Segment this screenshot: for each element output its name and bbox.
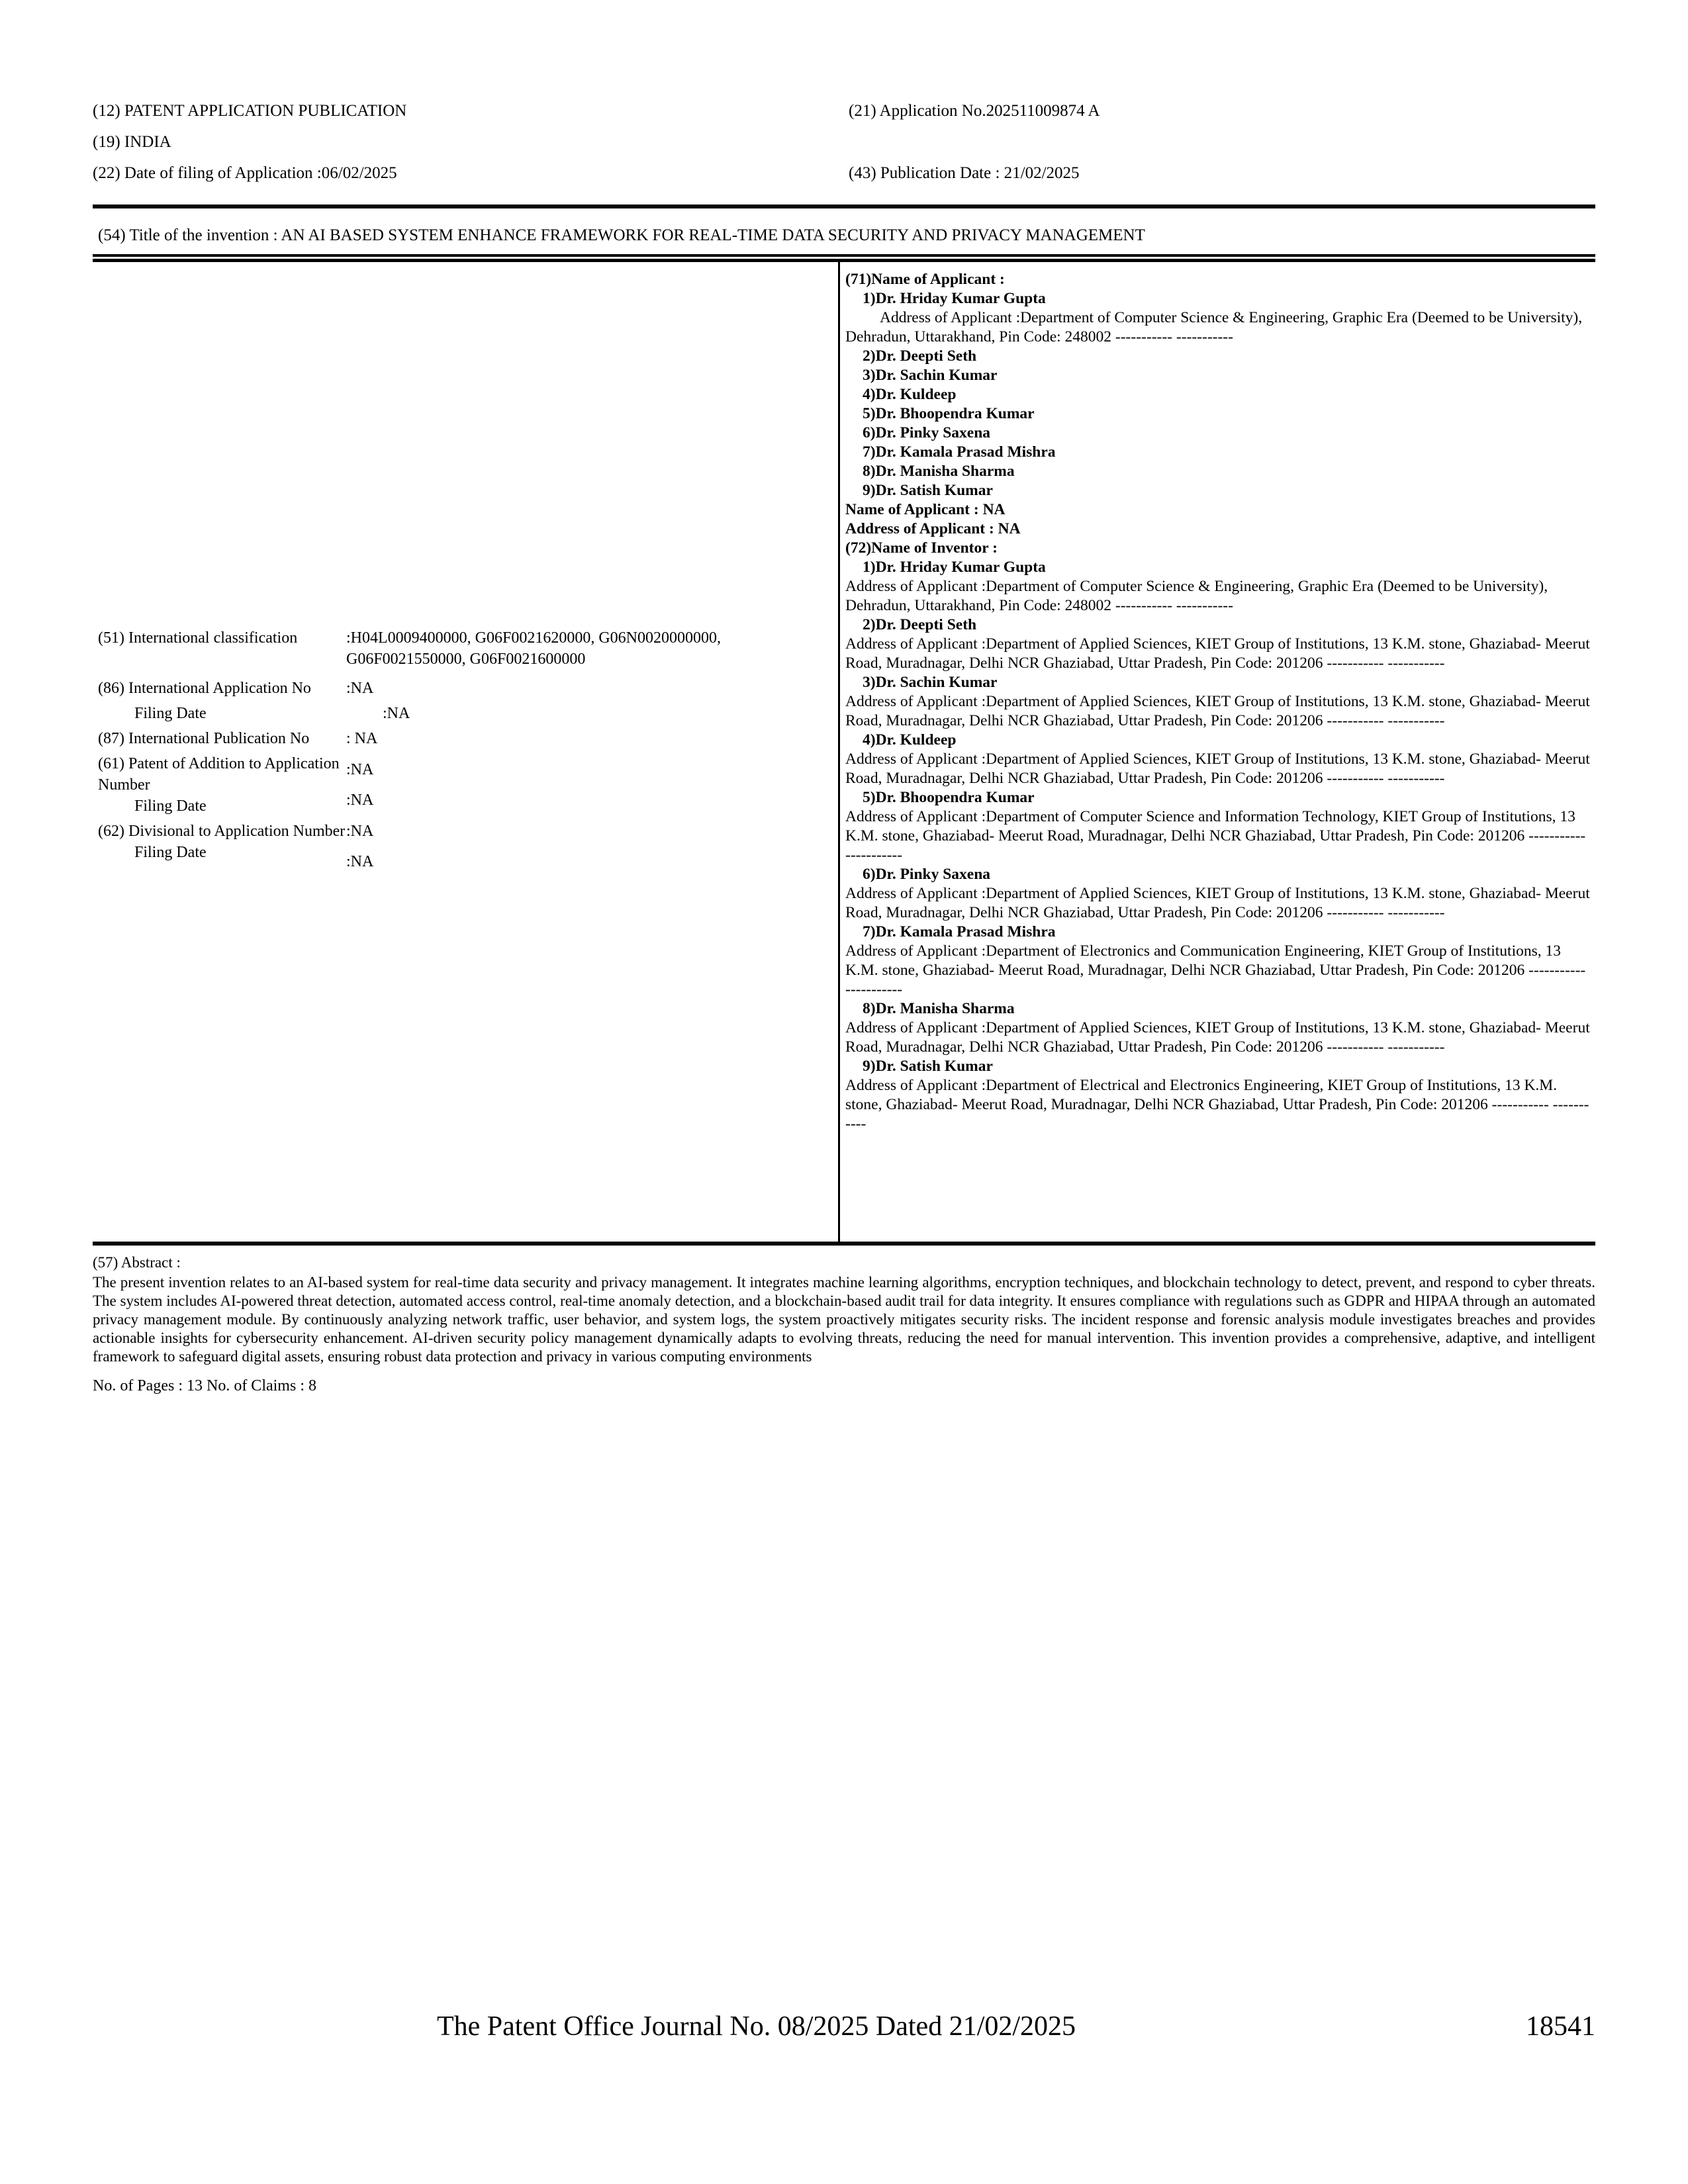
intl-publication-label: (87) International Publication No: [98, 730, 310, 747]
applicant-address: Address of Applicant :Department of Computer Science & Engineering, Graphic Era (Deemed to be University), Dehradun, Uttarakhand, Pin Code: 248002 ----------- -----------: [845, 309, 1583, 345]
patent-addition-filing-label: Filing Date: [134, 797, 207, 815]
inventor-address: Address of Applicant :Department of Applied Sciences, KIET Group of Institutions, 13 K.M. stone, Ghaziabad- Meerut Road, Muradnagar, Delhi NCR Ghaziabad, Uttar Pradesh, Pin Code: 201206 ----------- -----------: [845, 885, 1590, 921]
patent-addition-row: [98, 753, 831, 817]
patent-addition-number-value: :NA: [346, 761, 374, 778]
intl-application-filing-value: :NA: [383, 705, 410, 722]
intl-application-row: [98, 678, 831, 699]
intl-publication-row: [98, 728, 831, 749]
abstract-section: [93, 1253, 1595, 1395]
inventor-address: Address of Applicant :Department of Applied Sciences, KIET Group of Institutions, 13 K.M. stone, Ghaziabad- Meerut Road, Muradnagar, Delhi NCR Ghaziabad, Uttar Pradesh, Pin Code: 201206 ----------- -----------: [845, 751, 1590, 787]
inventor-address: Address of Applicant :Department of Applied Sciences, KIET Group of Institutions, 13 K.M. stone, Ghaziabad- Meerut Road, Muradnagar, Delhi NCR Ghaziabad, Uttar Pradesh, Pin Code: 201206 ----------- -----------: [845, 635, 1590, 672]
divisional-values: [346, 821, 831, 872]
patent-addition-label-text: (61) Patent of Addition to Application Number: [98, 755, 340, 794]
people-column: [840, 262, 1595, 1242]
applicant-name: 3)Dr. Sachin Kumar: [863, 367, 998, 384]
country: (19) INDIA: [93, 133, 171, 151]
pages-claims: No. of Pages : 13 No. of Claims : 8: [93, 1377, 316, 1394]
publication-type: (12) PATENT APPLICATION PUBLICATION: [93, 102, 407, 120]
divisional-label-text: (62) Divisional to Application Number: [98, 823, 346, 840]
applicant-name: 7)Dr. Kamala Prasad Mishra: [863, 443, 1056, 461]
classification-value: :H04L0009400000, G06F0021620000, G06N0020000000, G06F0021550000, G06F0021600000: [346, 629, 722, 668]
publication-date: (43) Publication Date : 21/02/2025: [849, 164, 1080, 182]
application-number: (21) Application No.202511009874 A: [849, 102, 1100, 120]
inventor-address: Address of Applicant :Department of Computer Science and Information Technology, KIET Group of Institutions, 13 K.M. stone, Ghaziabad- Meerut Road, Muradnagar, Delhi NCR Ghaziabad, Uttar Pradesh, Pin Code: 201206 ----------- -----------: [845, 808, 1586, 864]
journal-page-number: 18541: [1526, 2011, 1595, 2042]
inventor-name: 2)Dr. Deepti Seth: [863, 616, 977, 633]
inventor-name: 7)Dr. Kamala Prasad Mishra: [863, 923, 1056, 940]
biblio-column: [93, 262, 840, 1242]
patent-addition-label: [98, 753, 346, 817]
intl-publication-value: : NA: [346, 730, 378, 747]
inventor-address: Address of Applicant :Department of Applied Sciences, KIET Group of Institutions, 13 K.M. stone, Ghaziabad- Meerut Road, Muradnagar, Delhi NCR Ghaziabad, Uttar Pradesh, Pin Code: 201206 ----------- -----------: [845, 693, 1590, 729]
inventor-name: 9)Dr. Satish Kumar: [863, 1058, 993, 1075]
page-content: [93, 0, 1595, 1395]
inventor-name: 5)Dr. Bhoopendra Kumar: [863, 789, 1035, 806]
applicant-na-name: Name of Applicant : NA: [845, 501, 1006, 518]
header: [93, 103, 1595, 196]
divisional-row: [98, 821, 831, 872]
bibliographic-table: [93, 262, 1595, 1246]
intl-application-value: :NA: [346, 680, 374, 697]
applicant-name: 1)Dr. Hriday Kumar Gupta: [863, 290, 1046, 307]
header-right-column: [842, 103, 1595, 196]
inventor-name: 1)Dr. Hriday Kumar Gupta: [863, 559, 1046, 576]
inventor-address: Address of Applicant :Department of Applied Sciences, KIET Group of Institutions, 13 K.M. stone, Ghaziabad- Meerut Road, Muradnagar, Delhi NCR Ghaziabad, Uttar Pradesh, Pin Code: 201206 ----------- -----------: [845, 1019, 1590, 1056]
applicant-name: 6)Dr. Pinky Saxena: [863, 424, 991, 441]
applicant-name: 4)Dr. Kuldeep: [863, 386, 957, 403]
applicant-name: 2)Dr. Deepti Seth: [863, 347, 977, 365]
invention-title: (54) Title of the invention : AN AI BASED SYSTEM ENHANCE FRAMEWORK FOR REAL-TIME DATA SECURITY AND PRIVACY MANAGEMENT: [98, 226, 1145, 244]
inventor-name: 3)Dr. Sachin Kumar: [863, 674, 998, 691]
intl-application-filing-label: Filing Date: [134, 705, 207, 722]
inventor-name: 4)Dr. Kuldeep: [863, 731, 957, 749]
page-footer: [93, 2011, 1595, 2042]
intl-application-filing-row: [98, 703, 831, 724]
classification-row: [98, 627, 831, 670]
inventor-name: 8)Dr. Manisha Sharma: [863, 1000, 1015, 1017]
abstract-text: The present invention relates to an AI-based system for real-time data security and privacy management. It integrates machine learning algorithms, encryption techniques, and blockchain technology to detect, prevent, and respond to cyber threats. The system includes AI-powered threat detection, automated access control, real-time anomaly detection, and a blockchain-based audit trail for data integrity. It ensures compliance with regulations such as GDPR and HIPAA through an automated privacy management module. By continuously analyzing network traffic, user behavior, and system logs, the system proactively mitigates security risks. The incident response and forensic analysis module investigates breaches and provides actionable insights for cybersecurity enhancement. AI-driven security policy management dynamically adapts to evolving threats, reducing the need for manual intervention. This invention provides a comprehensive, adaptive, and intelligent framework to safeguard digital assets, ensuring robust data protection and privacy in various computing environments: [93, 1274, 1595, 1365]
applicant-name: 9)Dr. Satish Kumar: [863, 482, 993, 499]
inventor-address: Address of Applicant :Department of Computer Science & Engineering, Graphic Era (Deemed to be University), Dehradun, Uttarakhand, Pin Code: 248002 ----------- -----------: [845, 578, 1548, 614]
journal-line: The Patent Office Journal No. 08/2025 Dated 21/02/2025: [437, 2011, 1076, 2042]
applicant-na-address: Address of Applicant : NA: [845, 520, 1021, 537]
title-divider-rule: [93, 254, 1595, 262]
inventors-heading: (72)Name of Inventor :: [845, 539, 998, 557]
divisional-filing-value: :NA: [346, 853, 374, 870]
patent-addition-filing-value: :NA: [346, 792, 374, 809]
divisional-filing-label: Filing Date: [134, 844, 207, 861]
inventor-address: Address of Applicant :Department of Electronics and Communication Engineering, KIET Group of Institutions, 13 K.M. stone, Ghaziabad- Meerut Road, Muradnagar, Delhi NCR Ghaziabad, Uttar Pradesh, Pin Code: 201206 ----------- -----------: [845, 942, 1586, 998]
inventor-address: Address of Applicant :Department of Electrical and Electronics Engineering, KIET Group of Institutions, 13 K.M. stone, Ghaziabad- Meerut Road, Muradnagar, Delhi NCR Ghaziabad, Uttar Pradesh, Pin Code: 201206 ----------- -----------: [845, 1077, 1589, 1132]
intl-application-label: (86) International Application No: [98, 680, 311, 697]
header-left-column: [93, 103, 842, 196]
divisional-number-value: :NA: [346, 823, 374, 840]
inventor-name: 6)Dr. Pinky Saxena: [863, 866, 991, 883]
abstract-heading: (57) Abstract :: [93, 1254, 181, 1271]
applicant-name: 5)Dr. Bhoopendra Kumar: [863, 405, 1035, 422]
filing-date: (22) Date of filing of Application :06/02/2025: [93, 164, 397, 182]
applicants-heading: (71)Name of Applicant :: [845, 271, 1005, 288]
divisional-label: [98, 821, 346, 872]
patent-addition-values: [346, 753, 831, 817]
applicant-name: 8)Dr. Manisha Sharma: [863, 463, 1015, 480]
classification-label: (51) International classification: [98, 629, 298, 647]
